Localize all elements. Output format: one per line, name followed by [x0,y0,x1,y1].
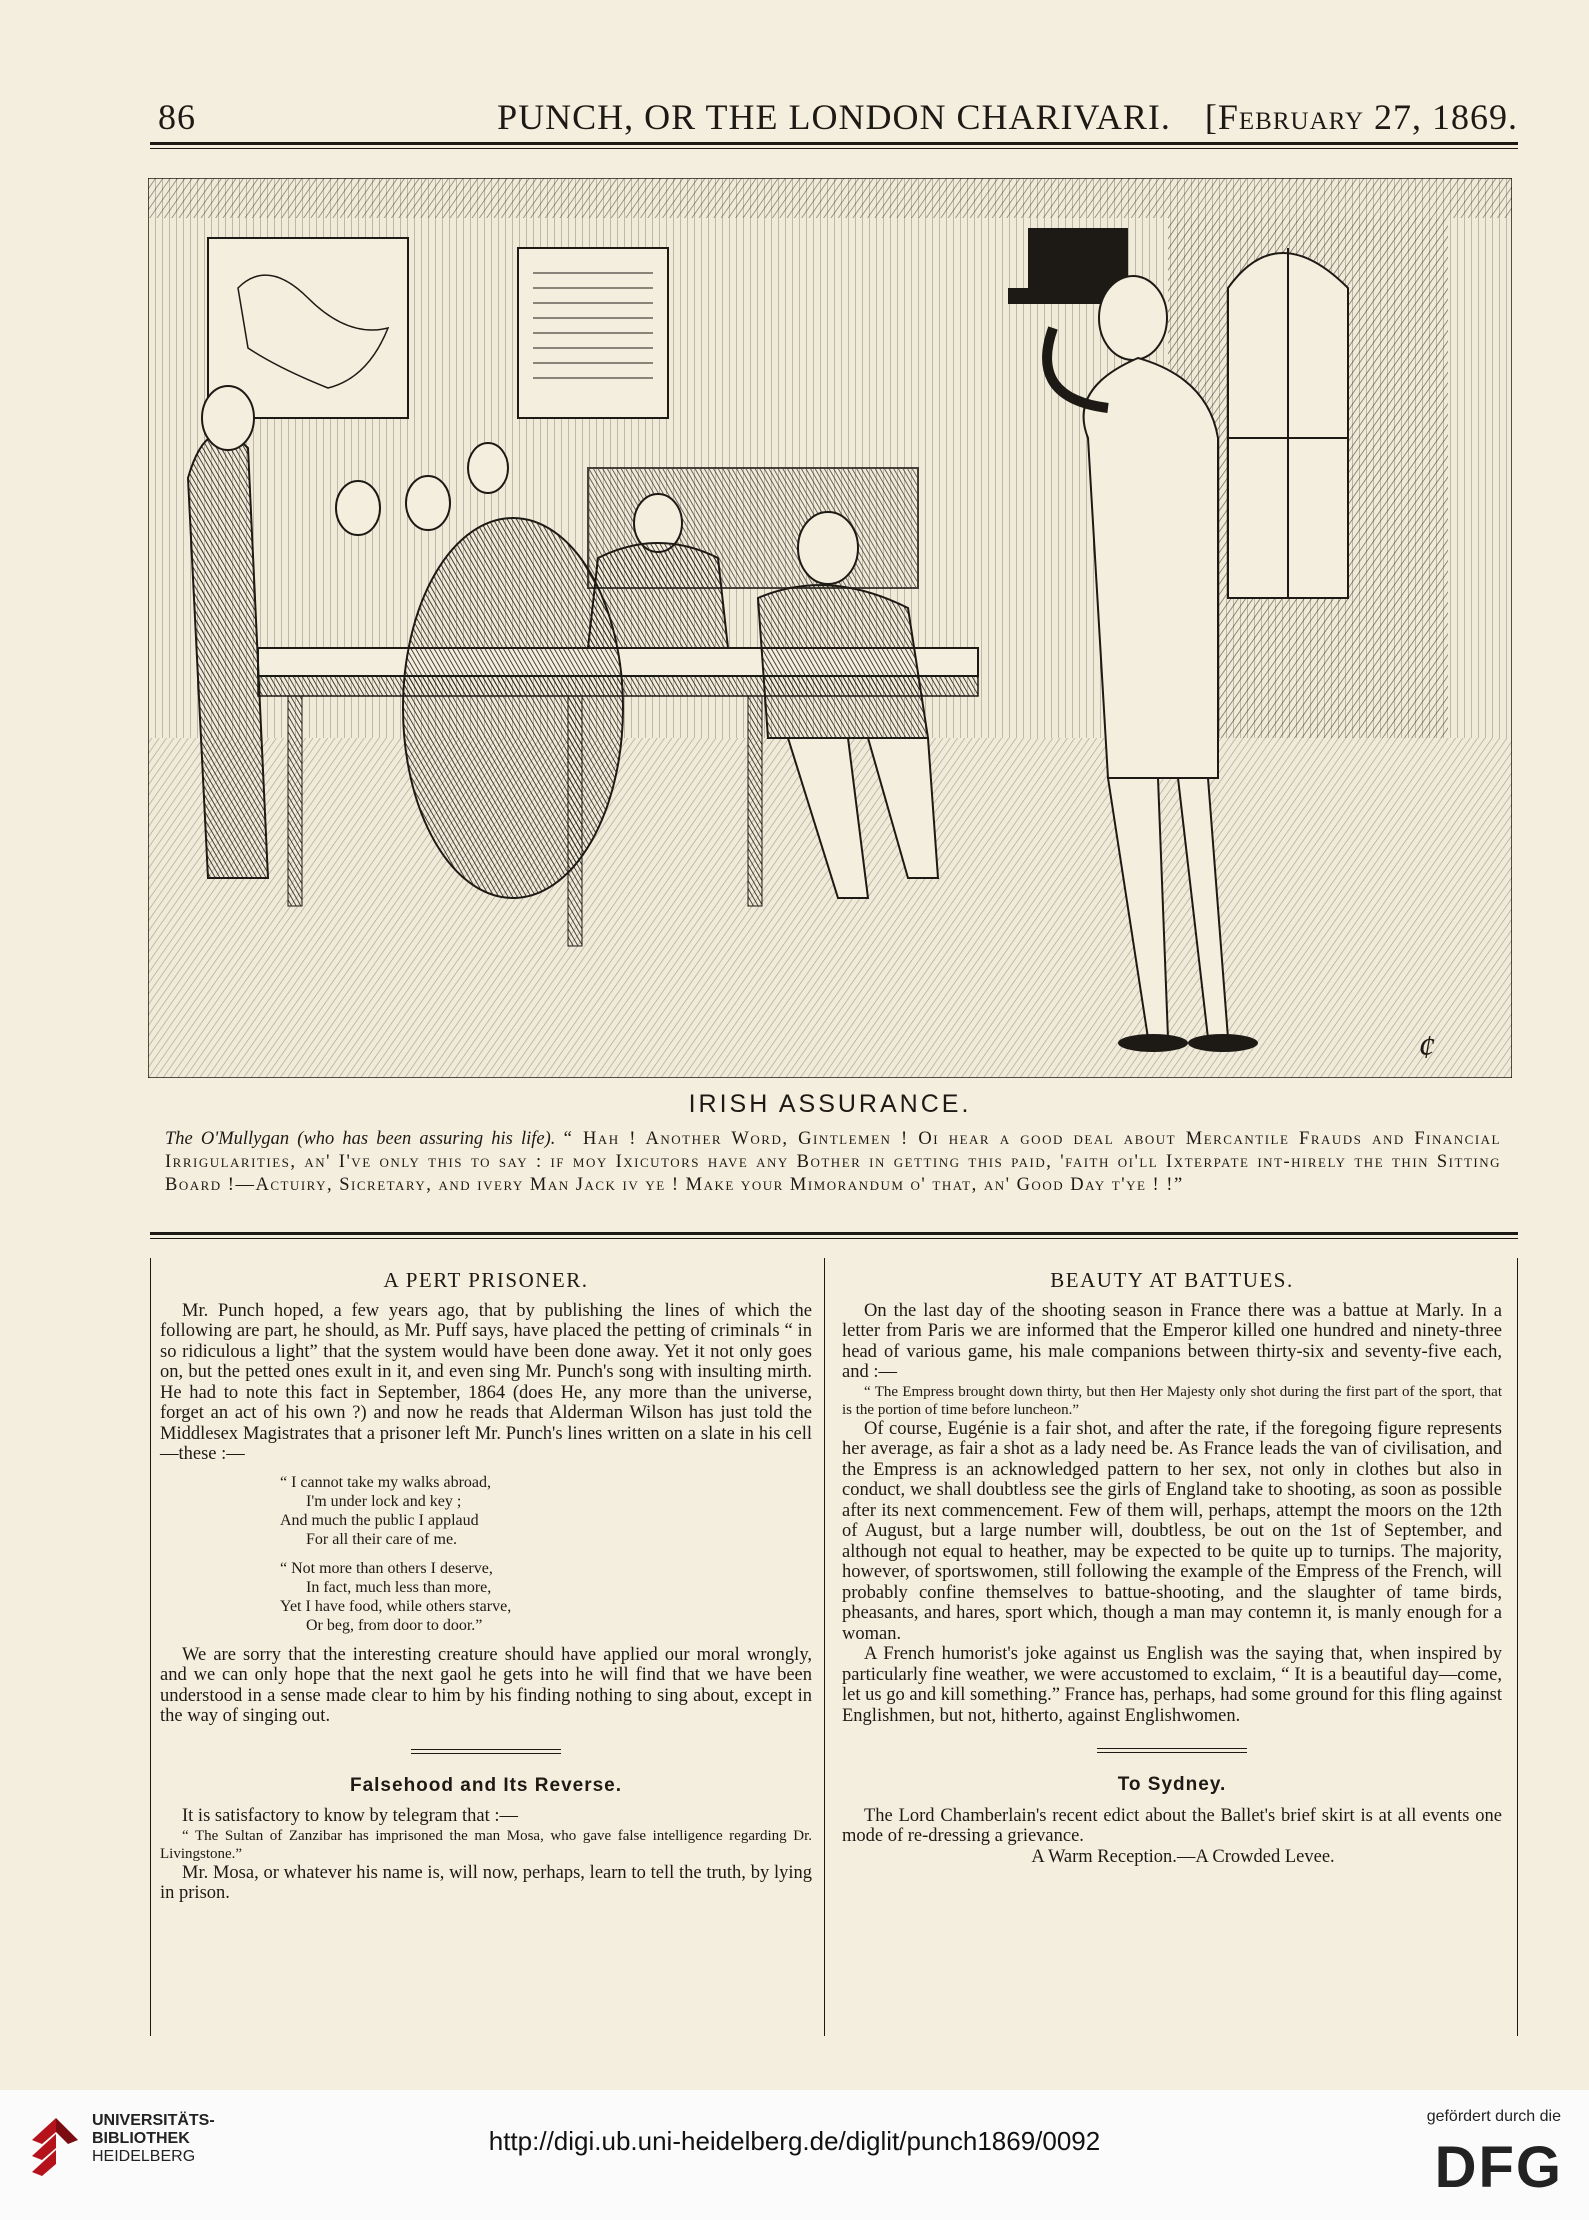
poem-line: “ Not more than others I deserve, [280,1559,493,1577]
article-separator [1097,1748,1247,1753]
poem-line: “ I cannot take my walks abroad, [280,1473,492,1491]
library-name-line: HEIDELBERG [92,2148,196,2165]
cartoon-engraving [148,178,1512,1078]
poem-line: For all their care of me. [306,1530,458,1548]
article-heading-pert-prisoner: A PERT PRISONER. [383,1268,589,1292]
cartoon-illustration [148,178,1512,1078]
page-header [150,96,1518,140]
page-number: 86 [158,97,196,137]
poem-line: Yet I have food, while others starve, [280,1597,512,1615]
right-margin-rule [1517,1258,1518,2036]
permalink-url[interactable]: http://digi.ub.uni-heidelberg.de/diglit/punch1869/0092 [488,2126,1101,2156]
digitization-footer [0,2090,1589,2220]
article-heading-to-sydney: To Sydney. [1117,1774,1227,1795]
article-paragraph: Mr. Mosa, or whatever his name is, will now, perhaps, learn to tell the truth, by lying in prison. [160,1862,812,1903]
left-margin-rule [150,1258,151,2036]
caption-aside: (who has been assuring his life). [297,1129,556,1149]
article-paragraph: A French humorist's joke against us English was the saying that, when inspired by particularly fine weather, we were accustomed to exclaim, “ It is a beautiful day—come, let us go and kill something.” France has, perhaps, had some ground for this fling against Englishmen, but not, hitherto, against Englishwomen. [842,1644,1502,1726]
caption-speaker: The O'Mullygan [165,1129,290,1149]
article-heading-falsehood: Falsehood and Its Reverse. [349,1774,623,1796]
cartoon-caption [165,1128,1501,1197]
svg-text:¢: ¢ [1418,1029,1435,1066]
article-paragraph: Mr. Punch hoped, a few years ago, that by publishing the lines of which the following are part, he should, as Mr. Puff says, have placed the petting of criminals “ in so ridiculous a light” that the system would have been done away. Yet it not only goes on, but the petted ones exult in it, and even sing Mr. Punch's song with insulting mirth. He had to note this fact in September, 1864 (does He, any more than the universe, forget an act of his own ?) and now he reads that Alderman Wilson has just told the Middlesex Magistrates that a prisoner left Mr. Punch's lines written on a slate in his cell—these :— [160,1300,812,1464]
issue-date: [February 27, 1869. [1204,97,1518,137]
letter-quote: “ The Empress brought down thirty, but then Her Majesty only shot during the first part of the sport, that is the portion of time before luncheon.” [842,1383,1502,1418]
library-name-line: BIBLIOTHEK [92,2130,190,2147]
header-rule-thick [150,142,1518,145]
article-paragraph: It is satisfactory to know by telegram that :— [182,1806,519,1826]
poem-line: Or beg, from door to door.” [306,1616,483,1634]
poem [160,1473,812,1635]
dfg-logo: DFG [1434,2135,1563,2200]
library-name-line: UNIVERSITÄTS- [92,2112,215,2129]
poem-line: And much the public I applaud [280,1511,479,1529]
right-column [842,1270,1502,1867]
poem-line: I'm under lock and key ; [306,1492,462,1510]
closing-line: A Warm Reception.—A Crowded Levee. [1031,1846,1335,1867]
article-paragraph: The Lord Chamberlain's recent edict about the Ballet's brief skirt is at all events one mode of re-dressing a grievance. [842,1805,1502,1846]
section-rule-thick [150,1232,1518,1235]
article-paragraph: Of course, Eugénie is a fair shot, and after the rate, if the foregoing figure represents her average, as fair a shot as a lady need be. As France leads the van of civilisation, and the Empress is an acknowledged pattern to her sex, not only in clothes but also in conduct, we shall doubtless see the girls of England take to shooting, as soon as possible after its next commencement. Few of them will, perhaps, attempt the moors on the 12th of August, but a large number will, doubtless, be out on the 1st of September, and although not equal to heather, may be expected to be quite up to turnips. The majority, however, of sportswomen, still following the example of the Empress of the French, will probably confine themselves to battue-shooting, and the slaughter of tame birds, pheasants, and hares, sport which, though a man may contemn it, is manly enough for a woman. [842,1418,1502,1644]
left-column [160,1270,812,1904]
poem-stanza [160,1559,812,1635]
caption-text: “ Hah ! Another Word, Gintlemen ! Oi hear a good deal about Mercantile Frauds and Financial Irrigularities, an' I've only this to say : if moy Ixicutors have any Bother in getting this paid, 'faith oi'll Ixterpate int-hirely the thin Sitting Board !—Actuiry, Sicretary, and ivery Man Jack iv ye ! Make your Mimorandum o' that, an' Good Day t'ye ! !” [165,1129,1501,1195]
article-separator [411,1749,561,1754]
telegram-quote: “ The Sultan of Zanzibar has imprisoned the man Mosa, who gave false intelligence regarding Dr. Livingstone.” [160,1827,812,1862]
poem-stanza [160,1473,812,1549]
cartoon-title: IRISH ASSURANCE. [688,1090,972,1118]
column-divider [824,1258,825,2036]
poem-line: In fact, much less than more, [306,1578,492,1596]
funding-note: gefördert durch die [1426,2108,1561,2125]
header-rule-thin [150,148,1518,149]
section-rule-thin [150,1238,1518,1239]
article-paragraph: On the last day of the shooting season in France there was a battue at Marly. In a letter from Paris we are informed that the Emperor killed one hundred and ninety-three head of various game, his male companions between thirty-six and seventy-five each, and :— [842,1300,1502,1382]
article-heading-beauty-at-battues: BEAUTY AT BATTUES. [1050,1268,1294,1292]
journal-title: PUNCH, OR THE LONDON CHARIVARI. [497,97,1171,137]
article-paragraph: We are sorry that the interesting creature should have applied our moral wrongly, and we can only hope that the next gaol he gets into he will find that we have been understood in a sense made clear to him by his finding nothing to sing about, except in the way of singing out. [160,1644,812,1726]
